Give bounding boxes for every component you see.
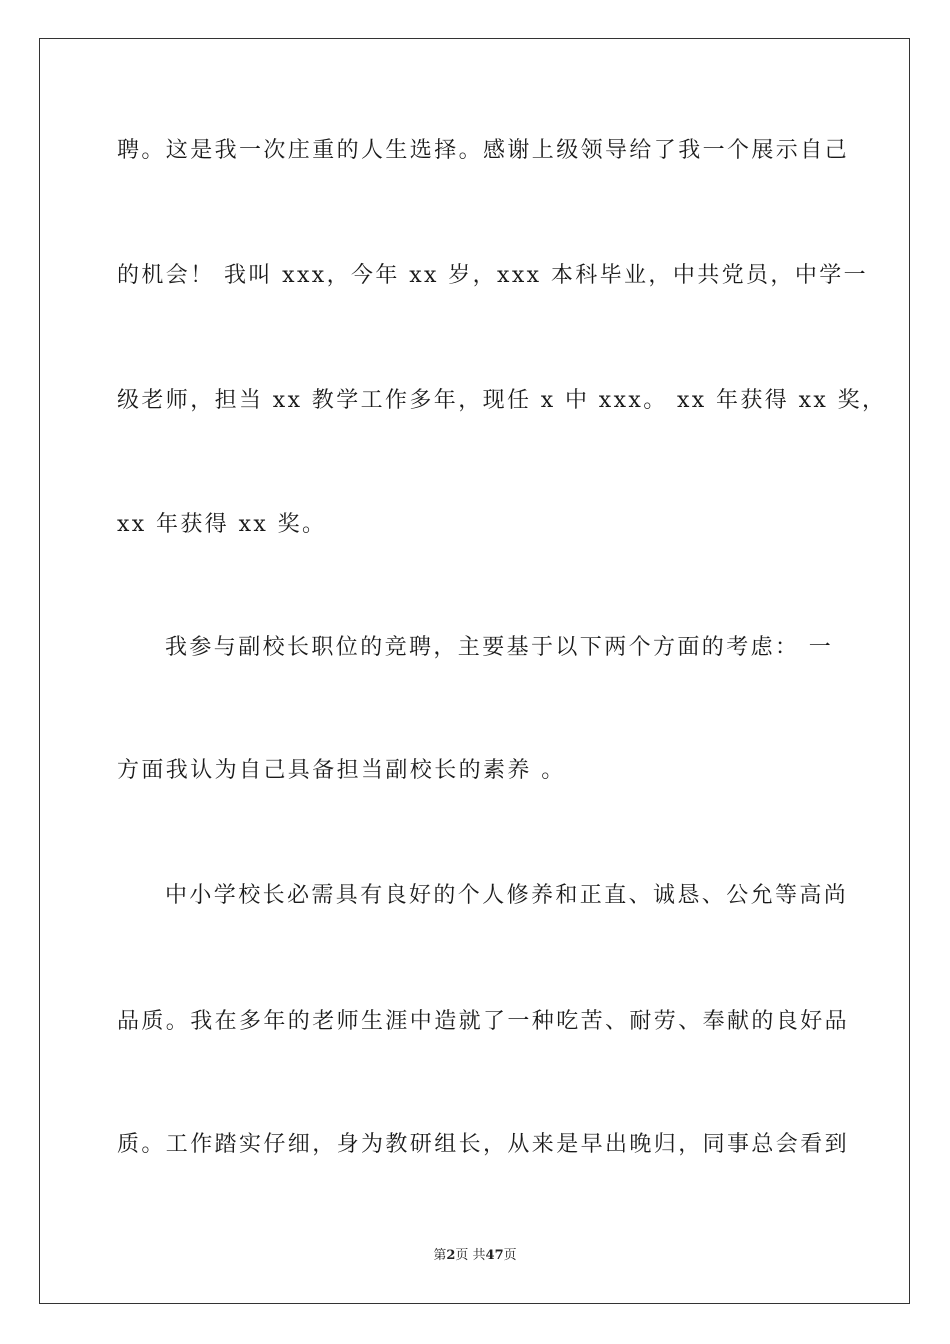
body-line-4: xx 年获得 xx 奖。 bbox=[117, 512, 327, 537]
body-line-6: 方面我认为自己具备担当副校长的素养 。 bbox=[117, 758, 566, 783]
page-total: 47 bbox=[485, 1248, 504, 1263]
body-line-8: 品质。我在多年的老师生涯中造就了一种吃苦、耐劳、奉献的良好品 bbox=[117, 1009, 850, 1034]
page-mid: 页 共 bbox=[455, 1248, 486, 1263]
page-suffix: 页 bbox=[503, 1248, 517, 1263]
page-number-footer bbox=[0, 1247, 950, 1265]
body-line-3: 级老师，担当 xx 教学工作多年，现任 x 中 xxx。 xx 年获得 xx 奖， bbox=[117, 388, 887, 413]
page-prefix: 第 bbox=[433, 1248, 447, 1263]
body-line-7: 中小学校长必需具有良好的个人修养和正直、诚恳、公允等高尚 bbox=[165, 883, 849, 908]
body-line-1: 聘。这是我一次庄重的人生选择。感谢上级领导给了我一个展示自己 bbox=[117, 138, 850, 163]
body-line-9: 质。工作踏实仔细，身为教研组长，从来是早出晚归，同事总会看到 bbox=[117, 1132, 850, 1157]
page-border bbox=[39, 38, 910, 1304]
page-current: 2 bbox=[446, 1248, 456, 1263]
body-line-5: 我参与副校长职位的竞聘，主要基于以下两个方面的考虑： 一 bbox=[165, 635, 834, 660]
body-line-2: 的机会！ 我叫 xxx，今年 xx 岁，xxx 本科毕业，中共党员，中学一 bbox=[117, 263, 869, 288]
